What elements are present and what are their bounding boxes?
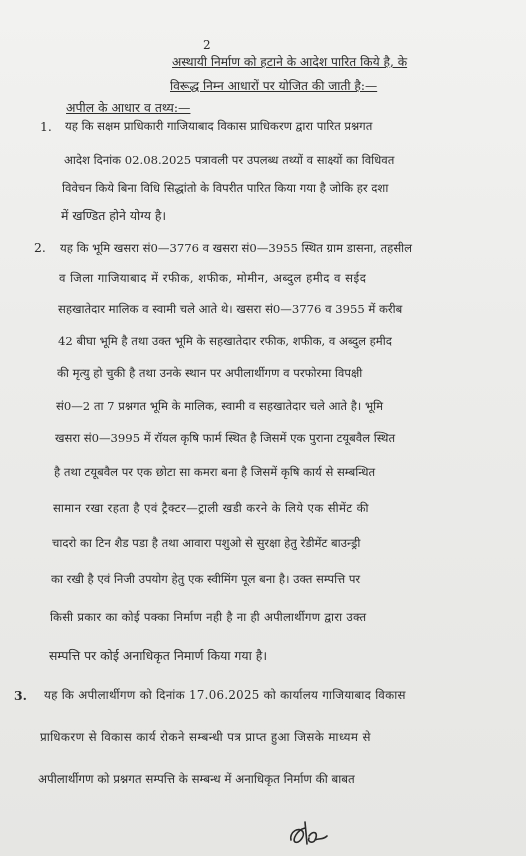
signature-mark	[285, 818, 331, 852]
point-3-line-1: यह कि अपीलार्थीगण को दिनांक 17.06.2025 को कार्यालय गाजियाबाद विकास	[44, 688, 406, 702]
point-1-line-3: विवेचन किये बिना विधि सिद्धांतो के विपरीत पारित किया गया है जोकि हर दशा	[62, 181, 389, 195]
point-1-line-4: में खण्डित होने योग्य है।	[61, 208, 167, 223]
point-1-number: 1.	[40, 119, 52, 134]
point-2-line-1: यह कि भूमि खसरा सं0—3776 व खसरा सं0—3955 स्थित ग्राम डासना, तहसील	[60, 241, 413, 255]
point-2-line-9: सामान रखा रहता है एवं ट्रैक्टर—ट्राली खडी करने के लिये एक सीमेंट की	[53, 501, 369, 515]
point-2-line-2: व जिला गाजियाबाद में रफीक, शफीक, मोमीन, अब्दुल हमीद व सईद	[59, 271, 367, 285]
point-3-line-2: प्राधिकरण से विकास कार्य रोकने सम्बन्धी पत्र प्राप्त हुआ जिसके माध्यम से	[40, 730, 371, 744]
subheading: अपील के आधार व तथ्य:—	[66, 100, 191, 115]
point-2-number: 2.	[34, 240, 46, 255]
point-2-line-11: का रखी है एवं निजी उपयोग हेतु एक स्वीमिंग पूल बना है। उक्त सम्पत्ति पर	[51, 572, 361, 586]
point-2-line-7: खसरा सं0—3995 में रॉयल कृषि फार्म स्थित है जिसमें एक पुराना टयूबवैल स्थित	[55, 431, 396, 445]
point-2-line-3: सहखातेदार मालिक व स्वामी चले आते थे। खसरा सं0—3776 व 3955 में करीब	[58, 302, 403, 316]
point-2-line-8: है तथा टयूबवैल पर एक छोटा सा कमरा बना है जिसमें कृषि कार्य से सम्बन्धित	[54, 465, 376, 479]
page-number: 2	[203, 38, 211, 52]
point-2-line-12: किसी प्रकार का कोई पक्का निर्माण नही है ना ही अपीलार्थीगण द्वारा उक्त	[50, 610, 367, 624]
point-2-line-5: की मृत्यु हो चुकी है तथा उनके स्थान पर अपीलार्थीगण व परफोरमा विपक्षी	[57, 366, 363, 380]
heading-line-2: विरूद्ध निम्न आधारों पर योजित की जाती है:—	[170, 79, 378, 93]
point-2-line-10: चादरो का टिन शैड पडा है तथा आवारा पशुओ से सुरक्षा हेतु रेडीमेंट बाउन्ड्री	[52, 536, 361, 550]
point-1-line-2: आदेश दिनांक 02.08.2025 पत्रावली पर उपलब्ध तथ्यों व साक्ष्यों का विधिवत	[64, 153, 395, 167]
point-1-line-1: यह कि सक्षम प्राधिकारी गाजियाबाद विकास प्राधिकरण द्वारा पारित प्रश्नगत	[65, 119, 373, 133]
point-2-line-13: सम्पत्ति पर कोई अनाधिकृत निमार्ण किया गया है।	[49, 648, 268, 663]
point-2-line-6: सं0—2 ता 7 प्रश्नगत भूमि के मालिक, स्वामी व सहखातेदार चले आते है। भूमि	[56, 399, 384, 413]
point-3-line-3: अपीलार्थीगण को प्रश्नगत सम्पत्ति के सम्बन्ध में अनाधिकृत निर्माण की बाबत	[38, 772, 355, 786]
point-3-number: 3.	[14, 688, 27, 703]
point-2-line-4: 42 बीघा भूमि है तथा उक्त भूमि के सहखातेदार रफीक, शफीक, व अब्दुल हमीद	[58, 334, 392, 348]
heading-line-1: अस्थायी निर्माण को हटाने के आदेश पारित किये है, के	[172, 55, 408, 69]
